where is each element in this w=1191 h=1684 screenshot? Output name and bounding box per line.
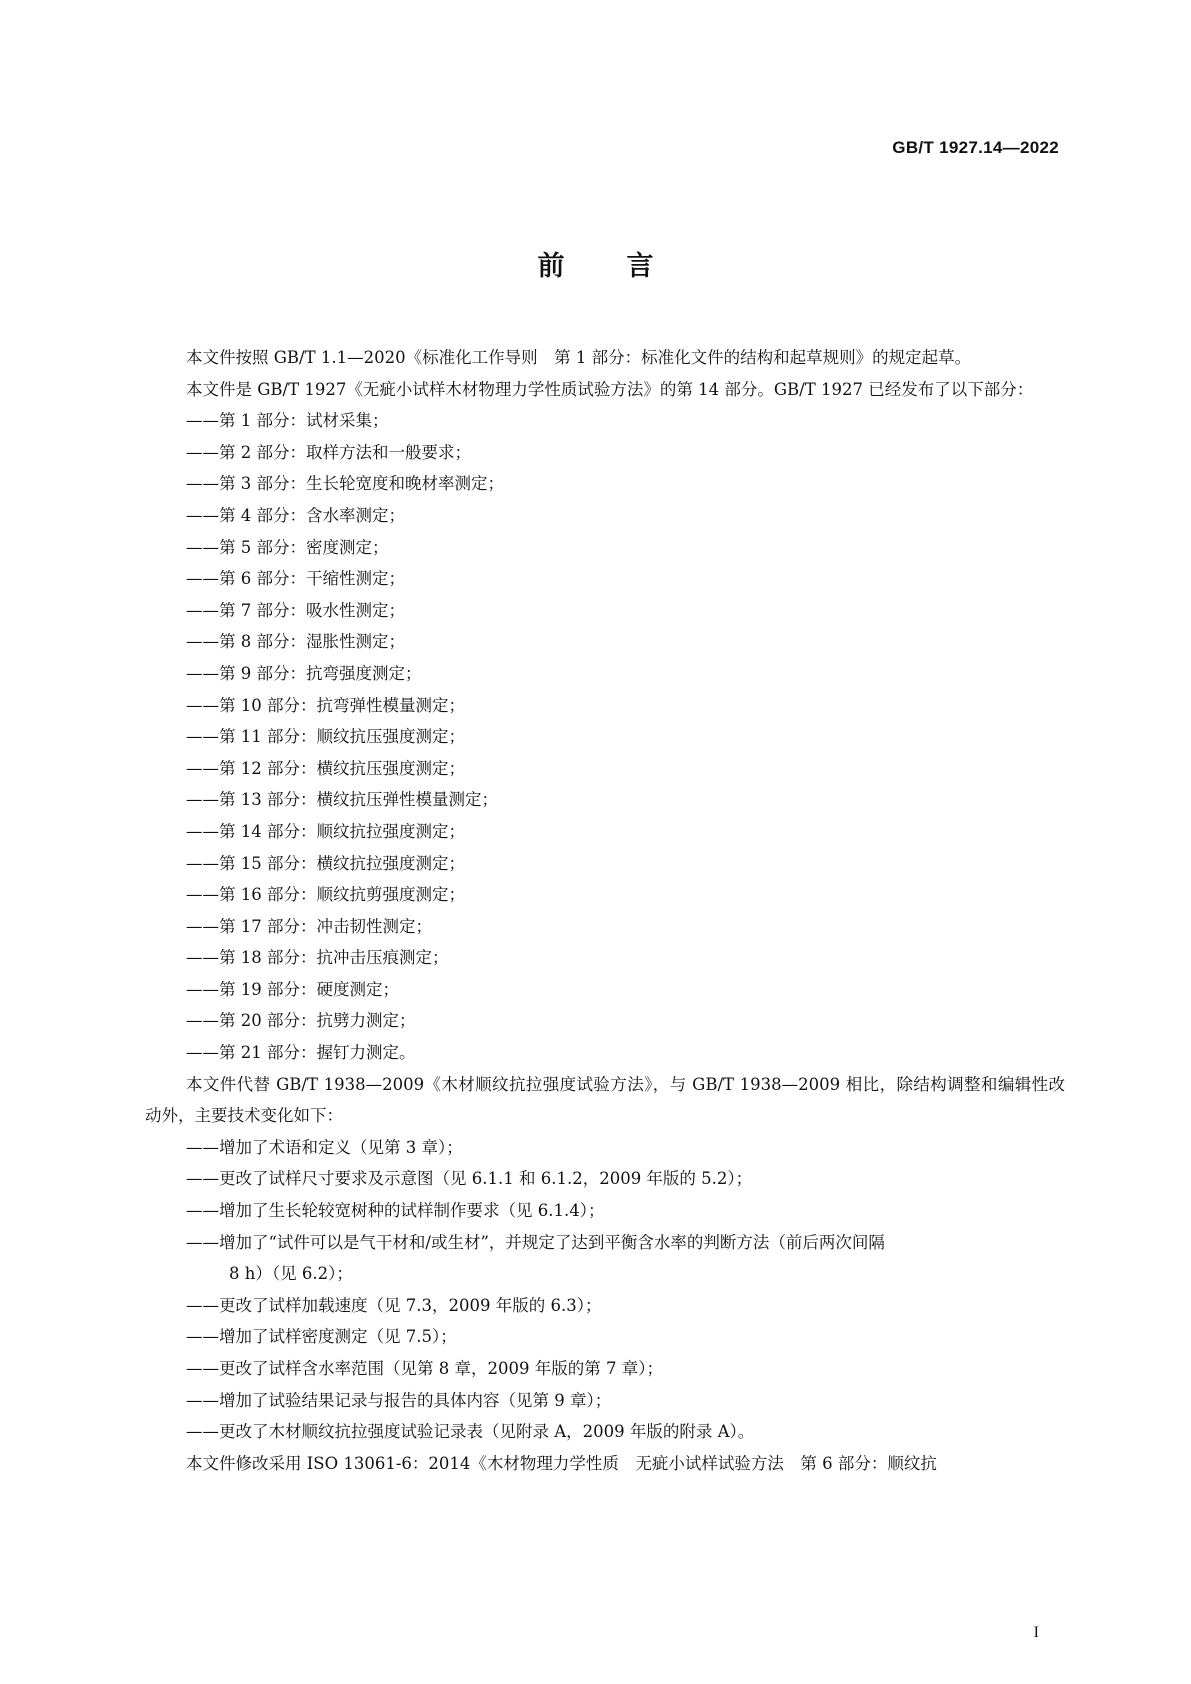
- list-item: ——增加了试验结果记录与报告的具体内容（见第 9 章）；: [186, 1390, 612, 1410]
- list-item: ——第 15 部分：横纹抗拉强度测定；: [186, 853, 465, 873]
- list-item: ——第 13 部分：横纹抗压弹性模量测定；: [186, 790, 498, 810]
- list-item-text: ——增加了“试件可以是气干材和/或生材”，并规定了达到平衡含水率的判断方法（前后两次间隔: [186, 1232, 885, 1252]
- list-item: ——更改了木材顺纹抗拉强度试验记录表（见附录 A，2009 年版的附录 A）。: [186, 1422, 755, 1442]
- standard-code: GB/T 1927.14—2022: [892, 138, 1059, 157]
- list-item: ——更改了试样尺寸要求及示意图（见 6.1.1 和 6.1.2，2009 年版的 5.2）；: [186, 1169, 753, 1189]
- list-item: [145, 1227, 1065, 1290]
- list-item: ——第 11 部分：顺纹抗压强度测定；: [186, 727, 465, 747]
- list-item: ——第 9 部分：抗弯强度测定；: [186, 663, 422, 683]
- parts-list: [145, 405, 1065, 1068]
- list-item: ——第 3 部分：生长轮宽度和晚材率测定；: [186, 474, 504, 494]
- list-item: ——增加了术语和定义（见第 3 章）；: [186, 1137, 463, 1157]
- list-item: ——第 16 部分：顺纹抗剪强度测定；: [186, 885, 465, 905]
- list-item: ——第 4 部分：含水率测定；: [186, 505, 405, 525]
- paragraph-iso-adoption: 本文件修改采用 ISO 13061-6：2014《木材物理力学性质 无疵小试样试验方法 第 6 部分：顺纹抗: [186, 1453, 937, 1473]
- list-item: ——增加了生长轮较宽树种的试样制作要求（见 6.1.4）；: [186, 1201, 605, 1221]
- list-item: ——第 10 部分：抗弯弹性模量测定；: [186, 695, 465, 715]
- list-item: ——第 2 部分：取样方法和一般要求；: [186, 442, 471, 462]
- page-number: I: [1033, 1624, 1039, 1641]
- list-item: ——第 7 部分：吸水性测定；: [186, 600, 405, 620]
- paragraph-series-intro: 本文件是 GB/T 1927《无疵小试样木材物理力学性质试验方法》的第 14 部分。GB/T 1927 已经发布了以下部分：: [186, 379, 1034, 399]
- list-item: ——第 12 部分：横纹抗压强度测定；: [186, 758, 465, 778]
- list-item: ——更改了试样含水率范围（见第 8 章，2009 年版的第 7 章）；: [186, 1359, 663, 1378]
- list-item: ——第 14 部分：顺纹抗拉强度测定；: [186, 821, 465, 841]
- list-item: ——第 19 部分：硬度测定；: [186, 979, 399, 999]
- list-item: ——第 8 部分：湿胀性测定；: [186, 632, 405, 652]
- list-item: ——第 21 部分：握钉力测定。: [186, 1043, 416, 1063]
- list-item: ——第 6 部分：干缩性测定；: [186, 569, 405, 589]
- list-item: ——第 5 部分：密度测定；: [186, 537, 389, 557]
- page-title: 前言: [537, 251, 716, 282]
- list-item: ——第 17 部分：冲击韧性测定；: [186, 916, 432, 936]
- changes-list: [145, 1132, 1065, 1448]
- list-item: ——增加了试样密度测定（见 7.5）；: [186, 1327, 457, 1347]
- list-item-continuation: 8 h）（见 6.2）；: [229, 1264, 353, 1284]
- paragraph-drafting-rules: 本文件按照 GB/T 1.1—2020《标准化工作导则 第 1 部分：标准化文件的结构和起草规则》的规定起草。: [186, 348, 972, 367]
- list-item: ——第 20 部分：抗劈力测定；: [186, 1011, 416, 1031]
- list-item: ——第 1 部分：试材采集；: [186, 411, 389, 431]
- document-body: [145, 342, 1065, 1479]
- paragraph-replacement: 本文件代替 GB/T 1938—2009《木材顺纹抗拉强度试验方法》，与 GB/T 1938—2009 相比，除结构调整和编辑性改动外，主要技术变化如下：: [145, 1074, 1065, 1126]
- list-item: ——更改了试样加载速度（见 7.3，2009 年版的 6.3）；: [186, 1295, 602, 1315]
- list-item: ——第 18 部分：抗冲击压痕测定；: [186, 948, 449, 968]
